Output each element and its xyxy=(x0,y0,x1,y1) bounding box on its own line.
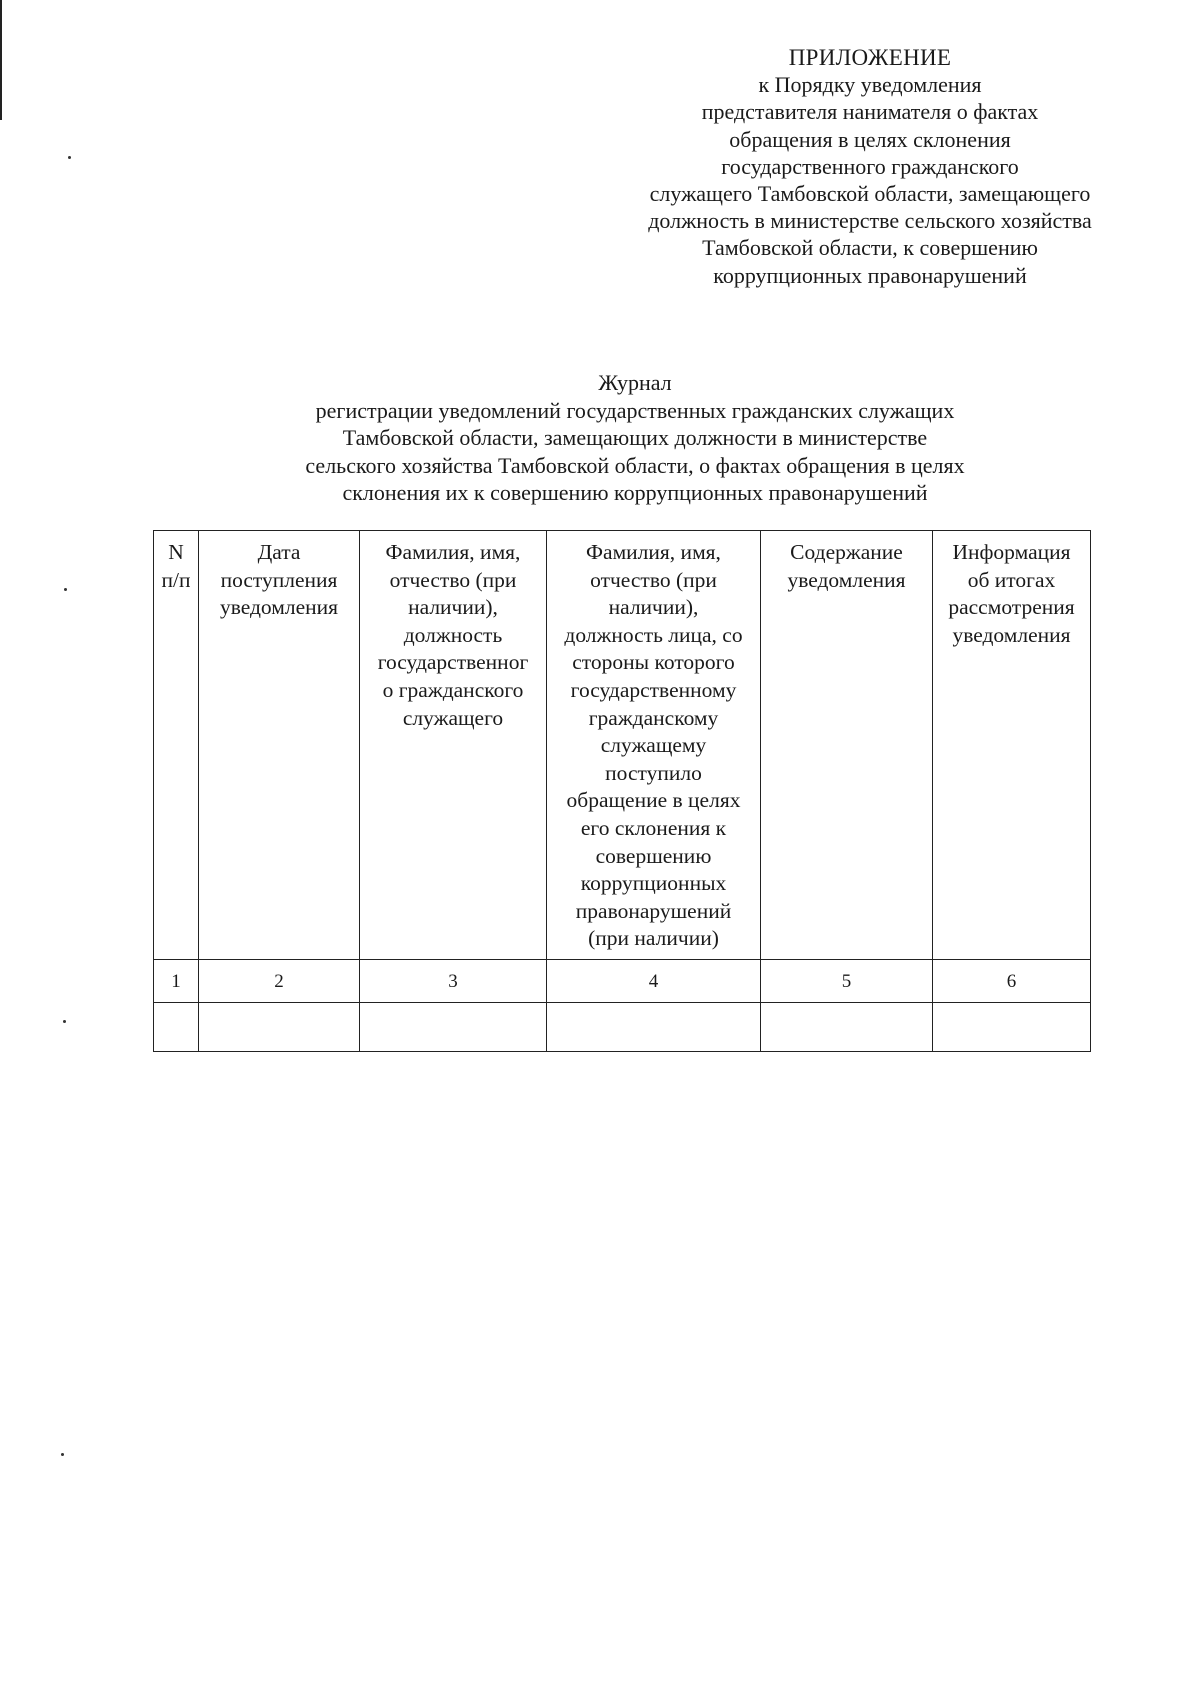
header-cell-line: п/п xyxy=(161,567,191,592)
header-cell-line: Фамилия, имя, xyxy=(385,540,521,564)
header-cell-inducer xyxy=(547,531,761,960)
journal-subtitle xyxy=(150,397,1120,507)
header-cell-line: служащего xyxy=(402,705,504,730)
journal-table xyxy=(153,530,1091,1052)
header-cell-line: об итогах xyxy=(967,567,1056,592)
header-cell-line: Содержание xyxy=(790,540,903,564)
scan-speck xyxy=(68,156,71,159)
table-header-row xyxy=(154,531,1091,960)
column-number-cell: 4 xyxy=(547,959,761,1002)
column-number-cell: 6 xyxy=(933,959,1091,1002)
header-cell-line: совершению xyxy=(595,843,712,868)
header-cell-line: поступления xyxy=(220,567,338,592)
empty-cell xyxy=(360,1002,547,1051)
column-number-cell: 1 xyxy=(154,959,199,1002)
header-cell-line: наличии), xyxy=(408,595,498,620)
header-cell-employee xyxy=(360,531,547,960)
header-cell-line: рассмотрения xyxy=(948,595,1075,620)
journal-subtitle-line: регистрации уведомлений государственных гражданских служащих xyxy=(315,397,955,423)
header-cell-line: уведомления xyxy=(787,567,906,592)
header-cell-line: служащему xyxy=(600,733,707,758)
header-cell-line: Дата xyxy=(257,540,301,564)
column-number-cell: 5 xyxy=(761,959,933,1002)
scan-speck xyxy=(61,1453,64,1456)
header-cell-line: отчество (при xyxy=(389,567,517,592)
journal-subtitle-line: склонения их к совершению коррупционных правонарушений xyxy=(342,480,928,505)
scan-speck xyxy=(64,588,67,591)
appendix-line: к Порядку уведомления xyxy=(758,72,982,98)
empty-entry-row xyxy=(154,1002,1091,1051)
header-cell-line: о гражданского xyxy=(382,677,524,702)
column-number-cell: 3 xyxy=(360,959,547,1002)
appendix-title: ПРИЛОЖЕНИЕ xyxy=(788,45,952,70)
header-cell-line: Фамилия, имя, xyxy=(586,540,721,564)
appendix-line: обращения в целях склонения xyxy=(729,126,1011,152)
journal-title: Журнал xyxy=(598,370,672,395)
header-cell-line: (при наличии) xyxy=(588,926,719,951)
journal-subtitle-line: сельского хозяйства Тамбовской области, о фактах обращения в целях xyxy=(305,452,965,478)
scan-edge-line xyxy=(0,0,2,120)
appendix-line: представителя нанимателя о фактах xyxy=(701,99,1039,125)
header-cell-line: отчество (при xyxy=(590,567,717,592)
header-cell-line: N xyxy=(168,540,184,564)
header-cell-line: должность xyxy=(403,622,503,647)
empty-cell xyxy=(933,1002,1091,1051)
header-cell-line: уведомления xyxy=(952,622,1071,647)
header-cell-line: гражданскому xyxy=(588,705,719,730)
appendix-line: должность в министерстве сельского хозяйства xyxy=(648,208,1092,234)
empty-cell xyxy=(547,1002,761,1051)
header-cell-line: государственног xyxy=(377,650,529,675)
header-cell-line: коррупционных xyxy=(580,871,727,896)
column-number-row xyxy=(154,959,1091,1002)
header-cell-line: государственному xyxy=(570,677,737,702)
header-cell-number xyxy=(154,531,199,960)
appendix-block xyxy=(590,44,1150,289)
header-cell-line: должность лица, со xyxy=(564,622,743,647)
empty-cell xyxy=(154,1002,199,1051)
appendix-line: государственного гражданского xyxy=(721,153,1019,179)
header-cell-line: правонарушений xyxy=(575,898,732,923)
header-cell-line: его склонения к xyxy=(580,815,727,840)
appendix-lines xyxy=(590,71,1150,289)
appendix-line: Тамбовской области, к совершению xyxy=(702,235,1038,261)
empty-cell xyxy=(199,1002,360,1051)
appendix-line: коррупционных правонарушений xyxy=(713,262,1027,288)
header-cell-line: поступило xyxy=(605,760,702,785)
empty-cell xyxy=(761,1002,933,1051)
appendix-line: служащего Тамбовской области, замещающего xyxy=(649,181,1091,207)
header-cell-content xyxy=(761,531,933,960)
header-cell-line: стороны которого xyxy=(572,650,735,675)
header-cell-results xyxy=(933,531,1091,960)
header-cell-line: уведомления xyxy=(219,595,339,620)
header-cell-line: Информация xyxy=(952,540,1071,564)
journal-subtitle-line: Тамбовской области, замещающих должности в министерстве xyxy=(342,425,928,450)
journal-header xyxy=(150,369,1120,507)
scan-speck xyxy=(63,1020,66,1023)
column-number-cell: 2 xyxy=(199,959,360,1002)
header-cell-date xyxy=(199,531,360,960)
header-cell-line: наличии), xyxy=(608,595,699,620)
header-cell-line: обращение в целях xyxy=(566,788,741,813)
